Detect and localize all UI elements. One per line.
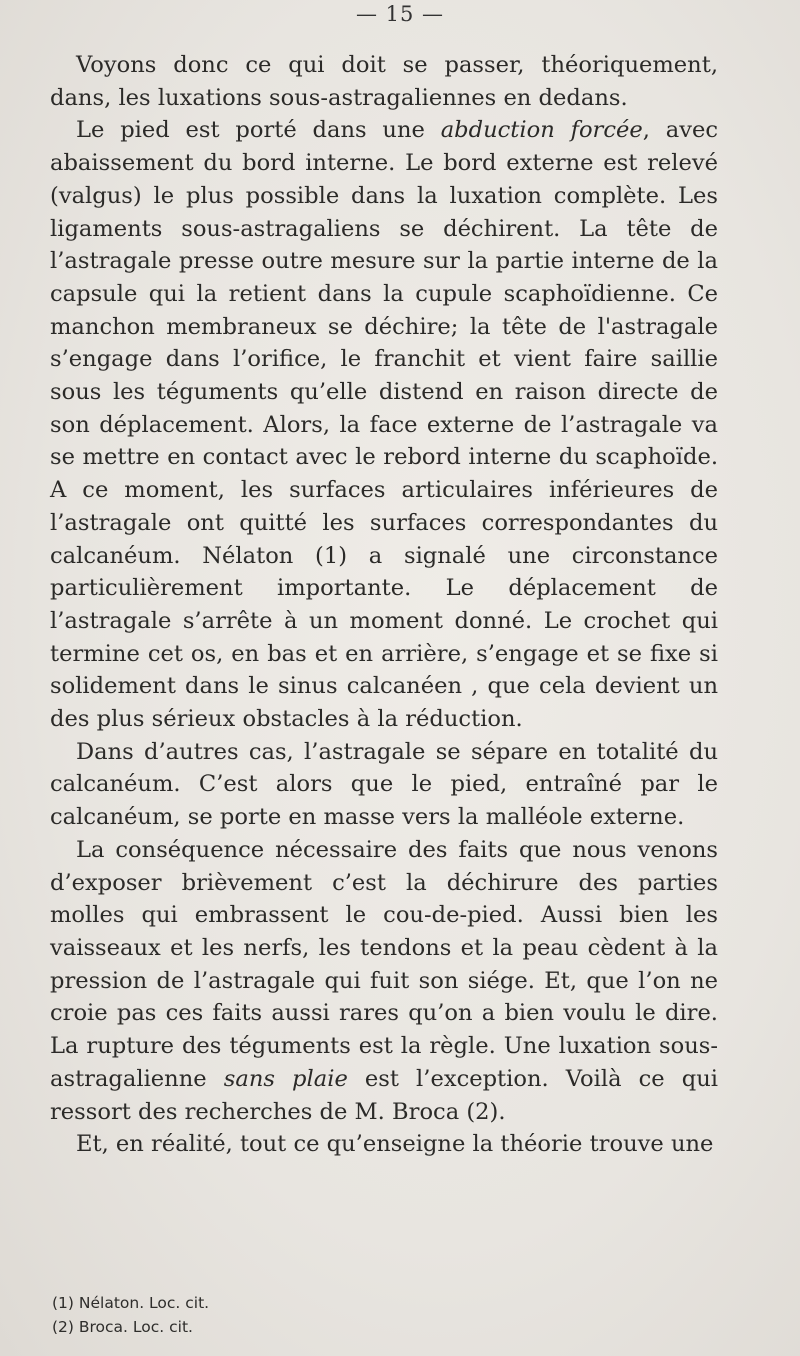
paragraph	[50, 114, 718, 735]
footnote: (1) Nélaton. Loc. cit.	[52, 1294, 210, 1312]
paragraph-text: La conséquence nécessaire des faits que nous venons d’exposer brièvement c’est la déchirure des parties molles qui embrassent le cou-de-pied. Aussi bien les vaisseaux et les nerfs, les tendons et la peau cèdent à la pression de l’astragale qui fuit son siége. Et, que l’on ne croie pas ces faits aussi rares qu’on a bien voulu le dire. La rupture des téguments est la règle. Une luxation sous-astragalienne	[50, 836, 718, 1092]
paragraph-text: Voyons donc ce qui doit se passer, théoriquement, dans, les luxations sous-astragaliennes en dedans.	[50, 52, 718, 111]
paragraph-text: Et, en réalité, tout ce qu’enseigne la théorie trouve une	[76, 1131, 714, 1158]
paragraph-text: , avec abaissement du bord interne. Le bord externe est relevé (valgus) le plus possible dans la luxation complète. Les ligaments sous-astragaliens se déchirent. La tête de l’astragale presse outre mesure sur la partie interne de la capsule qui la retient dans la cupule scaphoïdienne. Ce manchon membraneux se déchire; la tête de l'astragale s’engage dans l’orifice, le franchit et vient faire saillie sous les téguments qu’elle distend en raison directe de son déplacement. Alors, la face externe de l’astragale va se mettre en contact avec le rebord interne du scaphoïde. A ce moment, les surfaces articulaires inférieures de l’astragale ont quitté les surfaces correspondantes du calcanéum. Nélaton (1) a signalé une circonstance particulièrement importante. Le déplacement de l’astragale s’arrête à un moment donné. Le crochet qui termine cet os, en bas et en arrière, s’engage et se fixe si solidement dans le sinus calcanéen , que cela devient un des plus sérieux obstacles à la réduction.	[50, 117, 719, 733]
paragraph	[50, 736, 718, 834]
italic-phrase: abduction forcée	[440, 117, 643, 144]
footnotes	[50, 1291, 710, 1339]
paragraph	[50, 834, 718, 1128]
page-number: — 15 —	[355, 2, 445, 26]
paragraph-text: Dans d’autres cas, l’astragale se sépare en totalité du calcanéum. C’est alors que le pied, entraîné par le calcanéum, se porte en masse vers la malléole externe.	[50, 738, 718, 831]
paragraph-text: est l’exception. Voilà ce qui ressort des recherches de M. Broca (2).	[50, 1065, 719, 1125]
paragraph	[50, 1128, 718, 1161]
italic-phrase: sans plaie	[223, 1065, 348, 1092]
body-text	[50, 49, 718, 1161]
paragraph-text: Le pied est porté dans une	[76, 117, 441, 144]
paragraph	[50, 49, 718, 114]
footnote: (2) Broca. Loc. cit.	[52, 1318, 193, 1336]
